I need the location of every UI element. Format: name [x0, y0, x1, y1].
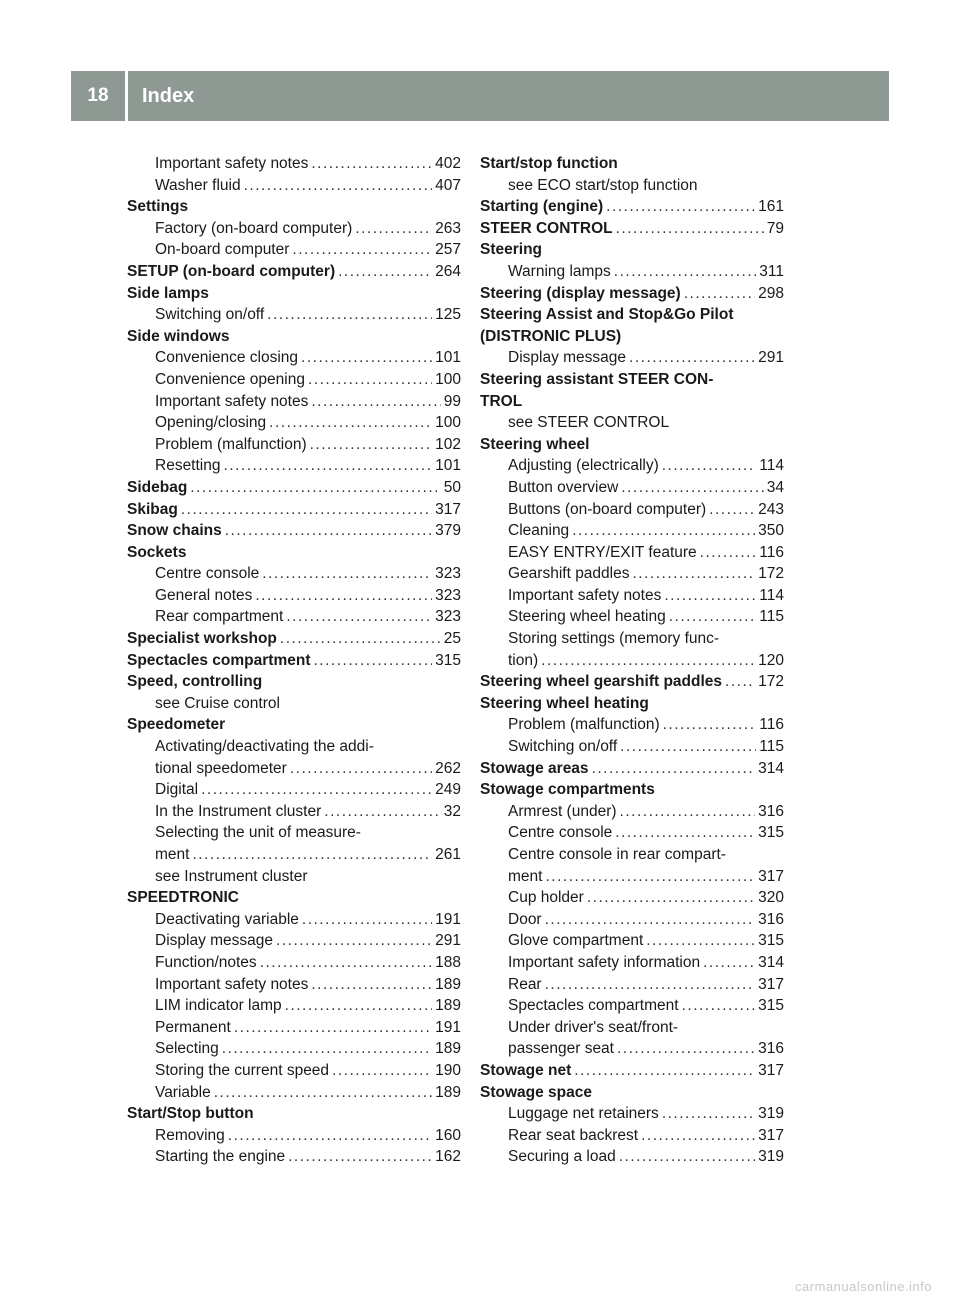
index-see-reference: see Cruise control	[155, 694, 280, 712]
index-entry: Warning lamps ..... 311	[480, 261, 784, 283]
index-entry-main: Stowage areas ..... 314	[480, 758, 784, 780]
index-entry: Starting the engine ..... 162	[127, 1146, 461, 1168]
index-entry: Securing a load ..... 319	[480, 1146, 784, 1168]
index-entry-text: Under driver's seat/front-	[508, 1018, 679, 1036]
index-entry: ment ..... 317	[480, 866, 784, 888]
index-entry: Factory (on-board computer) ..... 263	[127, 218, 461, 240]
index-entry: Resetting ..... 101	[127, 455, 461, 477]
index-entry: Cup holder ..... 320	[480, 887, 784, 909]
index-entry-main: Stowage net ..... 317	[480, 1060, 784, 1082]
index-heading: Speed, controlling	[127, 673, 263, 691]
index-entry: Rear seat backrest ..... 317	[480, 1125, 784, 1147]
index-entry: Gearshift paddles ..... 172	[480, 563, 784, 585]
index-entry: Important safety information ..... 314	[480, 952, 784, 974]
index-entry: Steering wheel heating ..... 115	[480, 606, 784, 628]
index-entry: Washer fluid ..... 407	[127, 175, 461, 197]
index-entry: Important safety notes ..... 402	[127, 153, 461, 175]
index-entry: Armrest (under) ..... 316	[480, 801, 784, 823]
index-entry: Deactivating variable ..... 191	[127, 909, 461, 931]
index-entry: passenger seat ..... 316	[480, 1038, 784, 1060]
index-column-left	[127, 153, 461, 1168]
index-entry: Centre console ..... 323	[127, 563, 461, 585]
index-entry: Important safety notes ..... 114	[480, 585, 784, 607]
index-entry-main: Spectacles compartment ..... 315	[127, 650, 461, 672]
index-entry: Storing the current speed ..... 190	[127, 1060, 461, 1082]
index-heading: Settings	[127, 198, 189, 216]
index-heading: Stowage compartments	[480, 781, 655, 799]
index-entry: Removing ..... 160	[127, 1125, 461, 1147]
index-heading: Steering assistant STEER CON-	[480, 370, 714, 388]
index-heading: Side windows	[127, 327, 230, 345]
index-column-right	[480, 153, 784, 1168]
index-entry-text: Selecting the unit of measure-	[155, 824, 361, 842]
index-heading: Steering	[480, 241, 543, 259]
index-entry: Problem (malfunction) ..... 116	[480, 714, 784, 736]
index-entry: Display message ..... 291	[480, 347, 784, 369]
index-entry-main: Skibag ..... 317	[127, 499, 461, 521]
index-entry: Switching on/off ..... 125	[127, 304, 461, 326]
index-entry: Important safety notes ..... 189	[127, 974, 461, 996]
index-entry-main: Steering (display message) ..... 298	[480, 283, 784, 305]
index-entry: Rear ..... 317	[480, 974, 784, 996]
index-heading: Steering wheel heating	[480, 694, 649, 712]
index-heading: Start/Stop button	[127, 1105, 254, 1123]
page-number: 18	[87, 85, 109, 106]
index-entry-main: Sidebag ..... 50	[127, 477, 461, 499]
index-entry: Switching on/off ..... 115	[480, 736, 784, 758]
index-entry: EASY ENTRY/EXIT feature ..... 116	[480, 542, 784, 564]
header-divider	[125, 71, 128, 121]
index-entry-main: Starting (engine) ..... 161	[480, 196, 784, 218]
index-entry: Selecting ..... 189	[127, 1038, 461, 1060]
index-entry: Convenience closing ..... 101	[127, 347, 461, 369]
index-heading: Sockets	[127, 543, 187, 561]
index-entry: In the Instrument cluster ..... 32	[127, 801, 461, 823]
index-entry: ment ..... 261	[127, 844, 461, 866]
index-heading: Steering Assist and Stop&Go Pilot	[480, 306, 734, 324]
index-entry: Buttons (on-board computer) ..... 243	[480, 499, 784, 521]
index-entry: Button overview ..... 34	[480, 477, 784, 499]
index-heading: TROL	[480, 392, 523, 410]
index-entry-main: SETUP (on-board computer) ..... 264	[127, 261, 461, 283]
index-entry: LIM indicator lamp ..... 189	[127, 995, 461, 1017]
index-entry-main: Snow chains ..... 379	[127, 520, 461, 542]
index-heading: (DISTRONIC PLUS)	[480, 327, 622, 345]
index-entry: Digital ..... 249	[127, 779, 461, 801]
index-entry: Luggage net retainers ..... 319	[480, 1103, 784, 1125]
index-see-reference: see Instrument cluster	[155, 867, 308, 885]
index-heading: Stowage space	[480, 1083, 592, 1101]
index-entry: On-board computer ..... 257	[127, 239, 461, 261]
index-entry: Centre console ..... 315	[480, 822, 784, 844]
index-see-reference: see STEER CONTROL	[508, 414, 670, 432]
index-entry: Adjusting (electrically) ..... 114	[480, 455, 784, 477]
index-entry: Permanent ..... 191	[127, 1017, 461, 1039]
index-entry: Display message ..... 291	[127, 930, 461, 952]
index-entry: Opening/closing ..... 100	[127, 412, 461, 434]
index-entry: General notes ..... 323	[127, 585, 461, 607]
index-heading: Speedometer	[127, 716, 226, 734]
index-entry: Cleaning ..... 350	[480, 520, 784, 542]
index-entry: Important safety notes ..... 99	[127, 391, 461, 413]
index-entry: tional speedometer ..... 262	[127, 758, 461, 780]
page-title: Index	[142, 84, 195, 107]
index-entry: Glove compartment ..... 315	[480, 930, 784, 952]
index-entry-main: Specialist workshop ..... 25	[127, 628, 461, 650]
index-entry: tion) ..... 120	[480, 650, 784, 672]
index-entry-text: Activating/deactivating the addi-	[155, 738, 374, 756]
index-heading: Side lamps	[127, 284, 209, 302]
index-entry: Variable ..... 189	[127, 1082, 461, 1104]
index-entry: Door ..... 316	[480, 909, 784, 931]
index-entry-text: Centre console in rear compart-	[508, 846, 726, 863]
index-heading: Start/stop function	[480, 155, 618, 172]
watermark-text: carmanualsonline.info	[795, 1279, 932, 1294]
index-entry: Convenience opening ..... 100	[127, 369, 461, 391]
index-entry-main: Steering wheel gearshift paddles ..... 172	[480, 671, 784, 693]
index-entry-text: Storing settings (memory func-	[508, 630, 720, 648]
index-entry: Function/notes ..... 188	[127, 952, 461, 974]
index-see-reference: see ECO start/stop function	[508, 176, 698, 194]
index-entry-main: STEER CONTROL ..... 79	[480, 218, 784, 240]
index-entry: Rear compartment ..... 323	[127, 606, 461, 628]
index-heading: Steering wheel	[480, 435, 590, 453]
index-entry: Problem (malfunction) ..... 102	[127, 434, 461, 456]
index-entry: Spectacles compartment ..... 315	[480, 995, 784, 1017]
index-heading: SPEEDTRONIC	[127, 889, 239, 907]
